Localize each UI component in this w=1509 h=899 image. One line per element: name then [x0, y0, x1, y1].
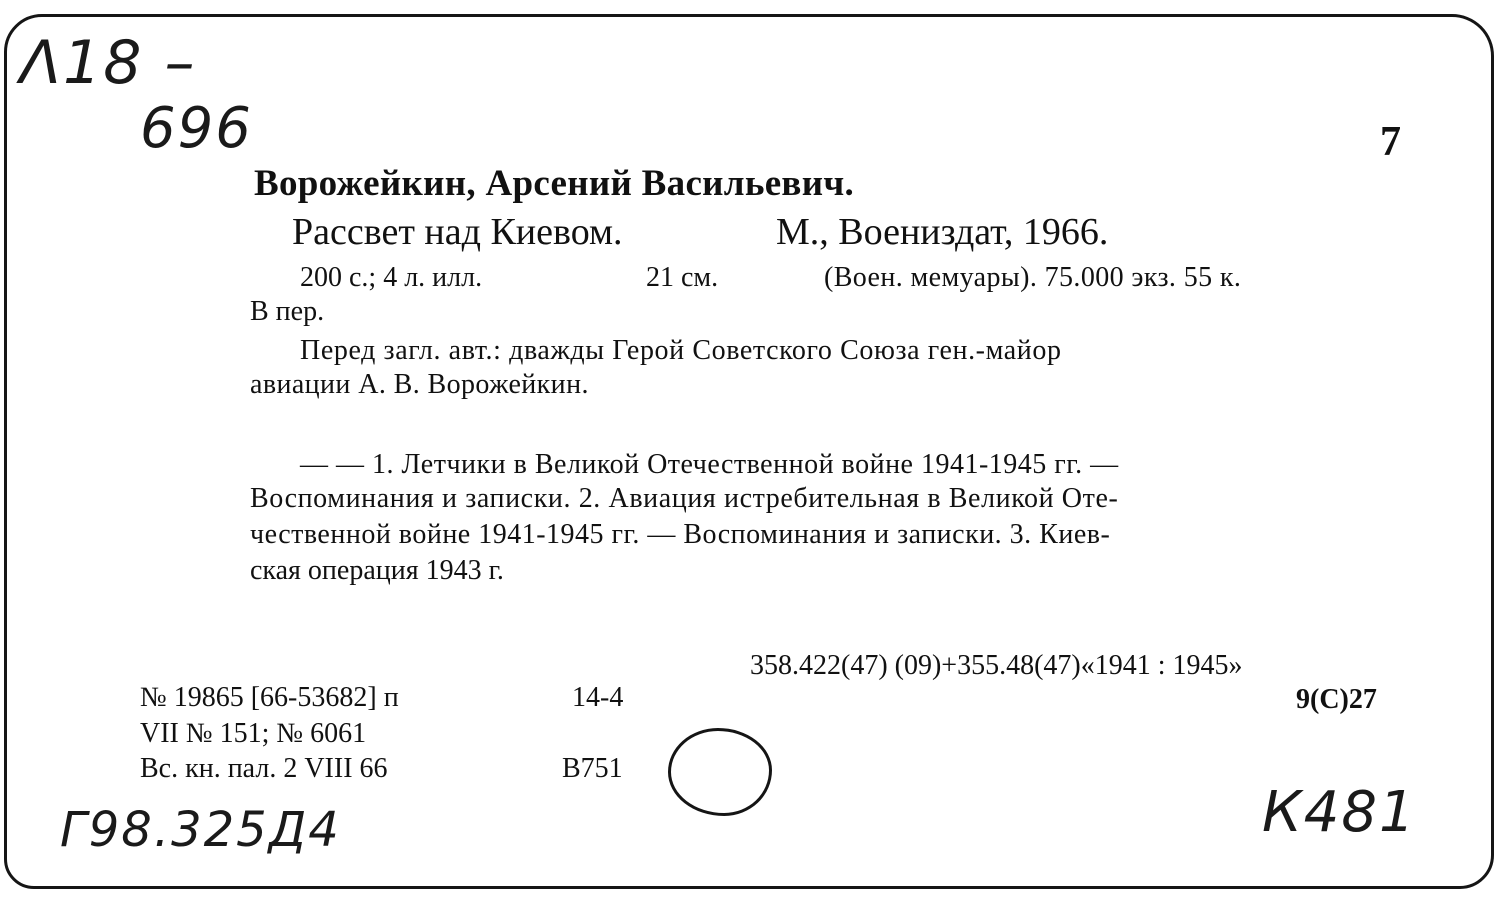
registry-line-3-right: В751	[562, 753, 623, 784]
hand-drawn-circle	[668, 728, 772, 816]
registry-line-1-left: № 19865 [66-53682] п	[140, 682, 399, 713]
handwritten-bottom-right: К481	[1262, 780, 1417, 845]
handwritten-call-number-line2: 696	[140, 96, 253, 161]
collation-binding: В пер.	[250, 296, 325, 327]
author-heading: Ворожейкин, Арсений Васильевич.	[254, 163, 855, 204]
subjects-line-1: — — 1. Летчики в Великой Отечественной войне 1941-1945 гг. —	[300, 449, 1119, 480]
imprint: М., Воениздат, 1966.	[776, 211, 1109, 253]
registry-line-1-right: 14-4	[572, 682, 624, 713]
handwritten-bottom-left: Г98.325Д4	[60, 802, 341, 858]
subjects-line-4: ская операция 1943 г.	[250, 555, 504, 586]
book-title: Рассвет над Киевом.	[292, 211, 623, 253]
note-line-1: Перед загл. авт.: дважды Герой Советского Союза ген.-майор	[300, 335, 1062, 366]
collation-series-price: (Воен. мемуары). 75.000 экз. 55 к.	[824, 262, 1242, 293]
subjects-line-2: Воспоминания и записки. 2. Авиация истребительная в Великой Оте-	[250, 483, 1119, 514]
collation-pages: 200 с.; 4 л. илл.	[300, 262, 483, 293]
registry-line-3-left: Вс. кн. пал. 2 VIII 66	[140, 753, 388, 784]
registry-line-2: VII № 151; № 6061	[140, 718, 367, 749]
bbk-classification: 9(С)27	[1296, 684, 1377, 715]
udc-classification: 358.422(47) (09)+355.48(47)«1941 : 1945»	[750, 650, 1243, 681]
collation-size: 21 см.	[646, 262, 719, 293]
note-line-2: авиации А. В. Ворожейкин.	[250, 369, 589, 400]
subjects-line-3: чественной войне 1941-1945 гг. — Воспоминания и записки. 3. Киев-	[250, 519, 1111, 550]
card-number: 7	[1380, 119, 1401, 165]
handwritten-call-number-line1: Λ18 –	[20, 28, 197, 98]
